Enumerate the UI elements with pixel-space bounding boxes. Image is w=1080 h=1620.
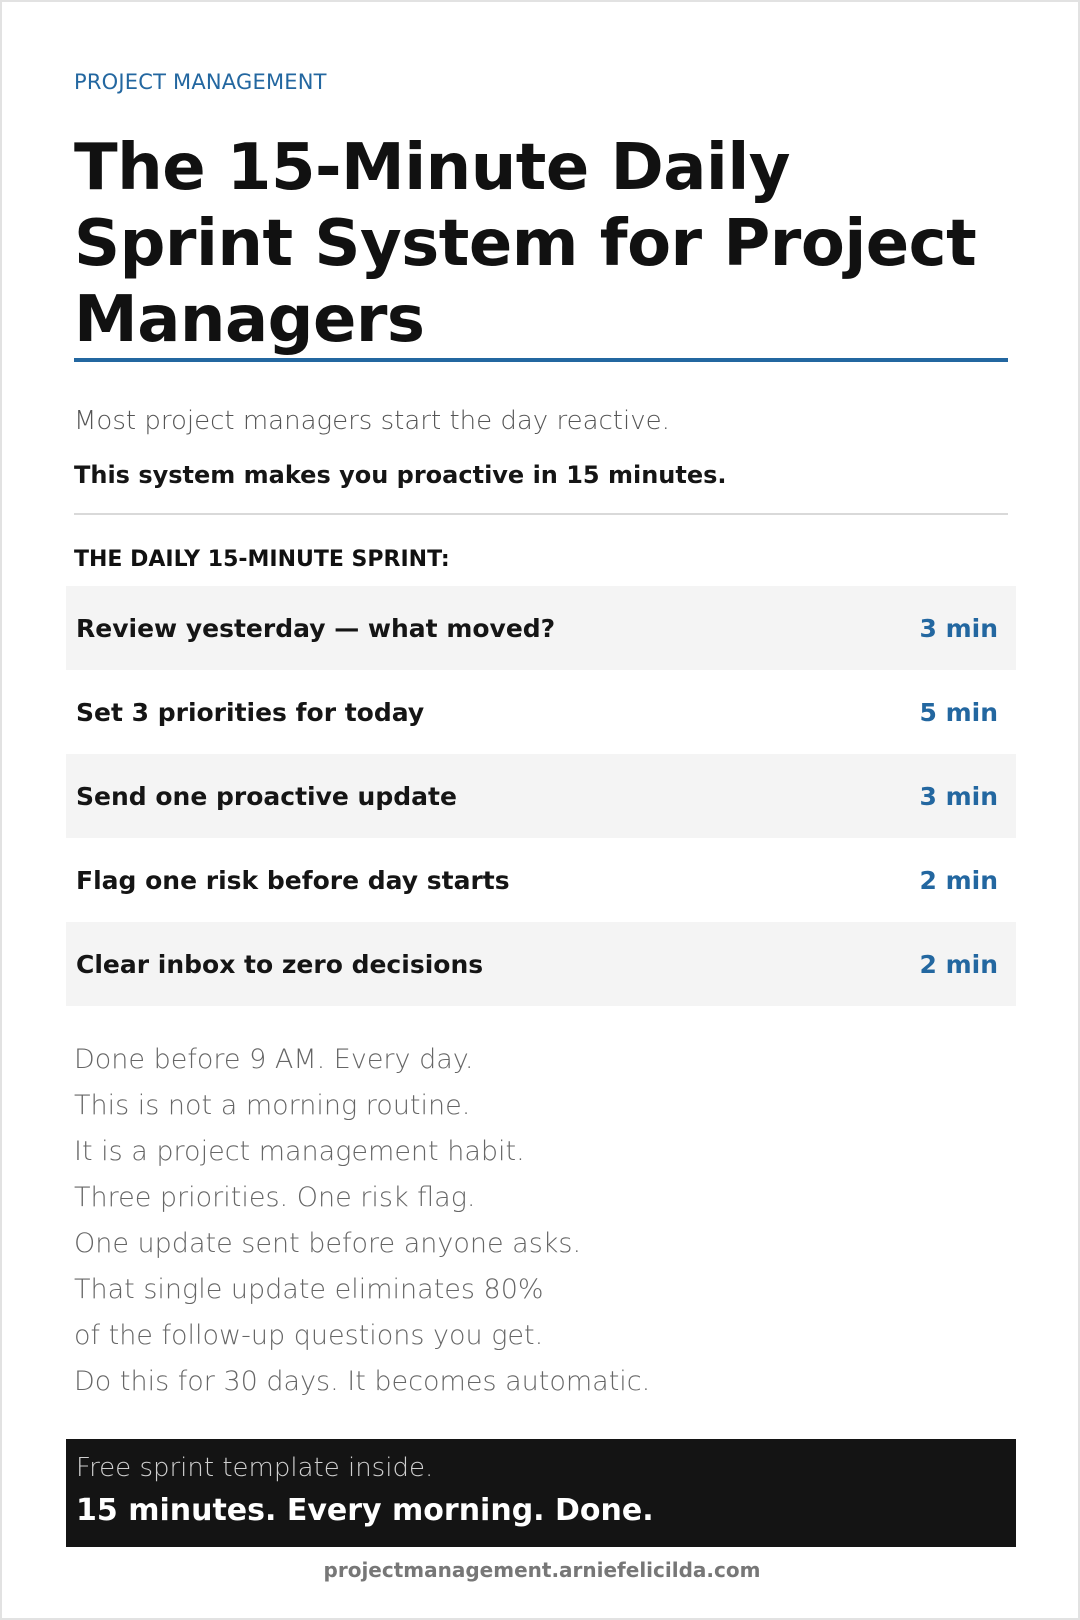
cta-subtext: Free sprint template inside. (76, 1453, 434, 1483)
step-task: Send one proactive update (76, 781, 457, 811)
step-task: Clear inbox to zero decisions (76, 949, 484, 979)
title-underline (74, 358, 1008, 362)
body-line: Do this for 30 days. It becomes automatic. (74, 1366, 651, 1397)
intro-lead: Most project managers start the day reactive. (74, 406, 670, 436)
sprint-step (66, 838, 1016, 922)
sprint-label: THE DAILY 15-MINUTE SPRINT: (74, 547, 450, 572)
sprint-step (66, 922, 1016, 1006)
step-task: Flag one risk before day starts (76, 865, 510, 895)
cta-headline: 15 minutes. Every morning. Done. (76, 1493, 654, 1528)
body-line: That single update eliminates 80% (74, 1274, 544, 1305)
step-task: Set 3 priorities for today (76, 697, 425, 727)
body-line: It is a project management habit. (74, 1136, 525, 1167)
sprint-step (66, 670, 1016, 754)
step-time: 2 min (919, 949, 998, 979)
step-time: 3 min (919, 613, 998, 643)
body-line: Three priorities. One risk flag. (74, 1182, 476, 1213)
body-line: One update sent before anyone asks. (74, 1228, 582, 1259)
body-copy (74, 1037, 650, 1405)
category-kicker: PROJECT MANAGEMENT (74, 70, 327, 94)
step-time: 5 min (919, 697, 998, 727)
body-line: This is not a morning routine. (74, 1090, 471, 1121)
page-title: The 15-Minute Daily Sprint System for Project Managers (74, 131, 977, 357)
body-line: of the follow-up questions you get. (74, 1320, 544, 1351)
sprint-steps-list (66, 586, 1016, 1006)
step-time: 2 min (919, 865, 998, 895)
cta-banner (66, 1439, 1016, 1547)
step-task: Review yesterday — what moved? (76, 613, 556, 643)
intro-strong: This system makes you proactive in 15 minutes. (74, 461, 727, 489)
divider (74, 513, 1008, 515)
sprint-step (66, 586, 1016, 670)
body-line: Done before 9 AM. Every day. (74, 1044, 474, 1075)
post-card (2, 2, 1078, 1618)
sprint-step (66, 754, 1016, 838)
step-time: 3 min (919, 781, 998, 811)
footer-url: projectmanagement.arniefelicilda.com (323, 1558, 761, 1582)
